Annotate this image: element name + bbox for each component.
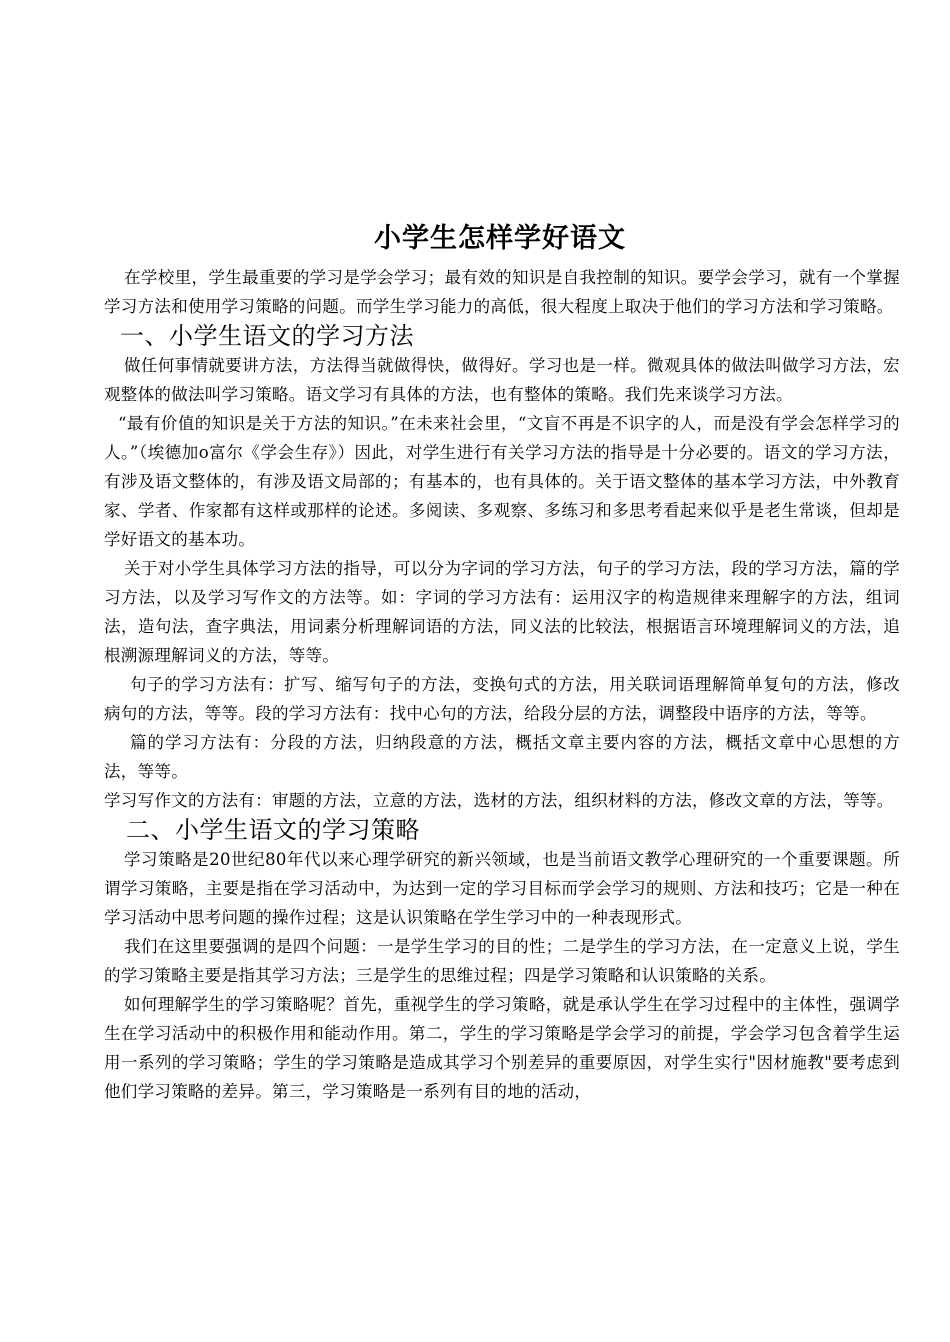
section-heading-learning-methods: 一、小学生语文的学习方法 [120, 322, 414, 350]
paragraph: 我们在这里要强调的是四个问题：一是学生学习的目的性；二是学生的学习方法，在一定意义上说，学生的学习策略主要是指其学习方法；三是学生的思维过程；四是学习策略和认识策略的关系。 [104, 937, 900, 985]
paragraph: “最有价值的知识是关于方法的知识。”在未来社会里，“文盲不再是不识字的人，而是没有学会怎样学习的人。”（埃德加o富尔《学会生存》）因此，对学生进行有关学习方法的指导是十分必要的。语文的学习方法，有涉及语文整体的，有涉及语文局部的；有基本的，也有具体的。关于语文整体的基本学习方法，中外教育家、学者、作家都有这样或那样的论述。多阅读、多观察、多练习和多思考看起来似乎是老生常谈，但却是学好语文的基本功。 [104, 414, 900, 549]
section-heading-learning-strategies: 二、小学生语文的学习策略 [126, 816, 420, 844]
paragraph: 学习写作文的方法有：审题的方法，立意的方法，选材的方法，组织材料的方法，修改文章的方法，等等。 [104, 791, 894, 810]
paragraph: 做任何事情就要讲方法，方法得当就做得快，做得好。学习也是一样。微观具体的做法叫做学习方法，宏观整体的做法叫学习策略。语文学习有具体的方法，也有整体的策略。我们先来谈学习方法。 [104, 356, 900, 404]
paragraph: 篇的学习方法有：分段的方法，归纳段意的方法，概括文章主要内容的方法，概括文章中心思想的方法，等等。 [104, 733, 900, 781]
document-body [104, 263, 900, 1106]
paragraph: 如何理解学生的学习策略呢？首先，重视学生的学习策略，就是承认学生在学习过程中的主体性，强调学生在学习活动中的积极作用和能动作用。第二，学生的学习策略是学会学习的前提，学会学习包含着学生运用一系列的学习策略；学生的学习策略是造成其学习个别差异的重要原因，对学生实行"因材施教"要考虑到他们学习策略的差异。第三，学习策略是一系列有目的地的活动， [104, 995, 900, 1101]
paragraph: 关于对小学生具体学习方法的指导，可以分为字词的学习方法，句子的学习方法，段的学习方法，篇的学习方法，以及学习写作文的方法等。如：字词的学习方法有：运用汉字的构造规律来理解字的方法，组词法，造句法，查字典法，用词素分析理解词语的方法，同义法的比较法，根据语言环境理解词义的方法，追根溯源理解词义的方法，等等。 [104, 559, 900, 665]
paragraph: 学习策略是20世纪80年代以来心理学研究的新兴领域，也是当前语文教学心理研究的一个重要课题。所谓学习策略，主要是指在学习活动中，为达到一定的学习目标而学会学习的规则、方法和技巧；它是一种在学习活动中思考问题的操作过程；这是认识策略在学生学习中的一种表现形式。 [104, 850, 900, 927]
document-title: 小学生怎样学好语文 [374, 223, 626, 254]
paragraph: 句子的学习方法有：扩写、缩写句子的方法，变换句式的方法，用关联词语理解简单复句的方法，修改病句的方法，等等。段的学习方法有：找中心句的方法，给段分层的方法，调整段中语序的方法，等等。 [104, 675, 900, 723]
intro-paragraph: 在学校里，学生最重要的学习是学会学习；最有效的知识是自我控制的知识。要学会学习，就有一个掌握学习方法和使用学习策略的问题。而学生学习能力的高低，很大程度上取决于他们的学习方法和学习策略。 [104, 268, 900, 316]
